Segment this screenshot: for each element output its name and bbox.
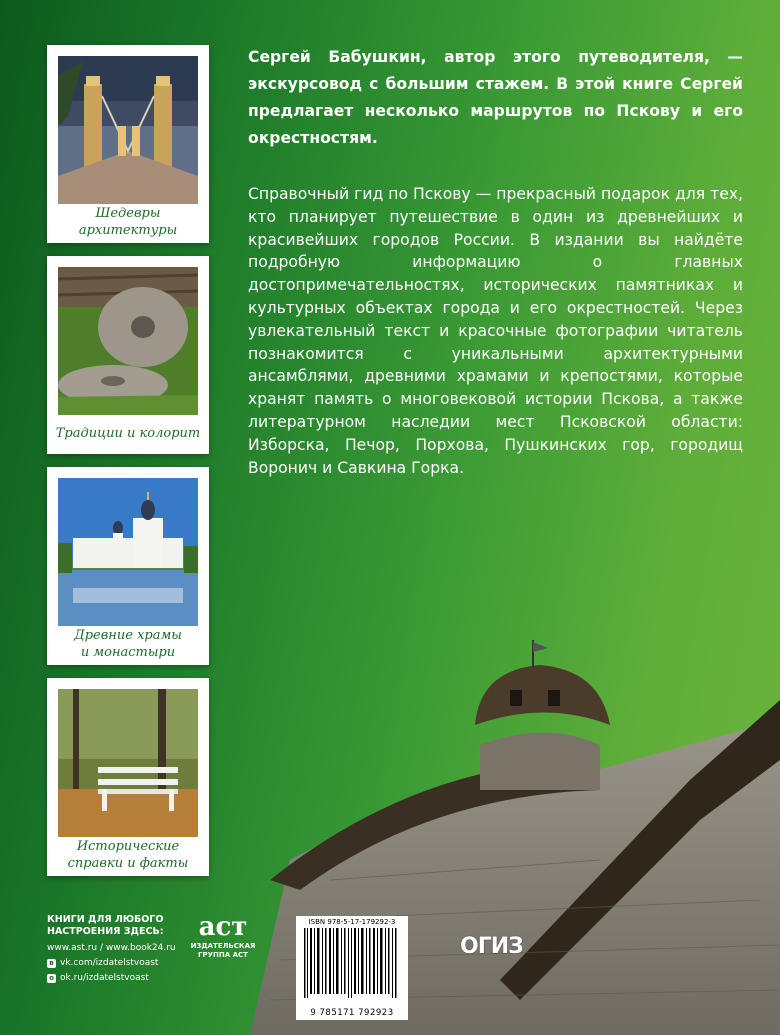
- isbn-label: ISBN 978-5-17-179292-3: [308, 918, 396, 926]
- card-caption: Древние храмы и монастыри: [74, 628, 182, 660]
- card-caption: Шедевры архитектуры: [78, 206, 178, 238]
- monastery-photo: [58, 478, 198, 626]
- park-bench-photo: [58, 689, 198, 837]
- ok-link[interactable]: ok.ru/izdatelstvoast: [60, 973, 149, 983]
- ogiz-imprint-logo: ОГИЗ: [460, 934, 523, 959]
- ast-publisher-logo: [190, 912, 256, 960]
- photo-card-temples: [47, 467, 209, 665]
- photo-card-history: [47, 678, 209, 876]
- footer-links: [47, 914, 177, 985]
- publisher-name: ИЗДАТЕЛЬСКАЯ ГРУППА АСТ: [190, 942, 256, 959]
- photo-card-traditions: [47, 256, 209, 454]
- vk-link[interactable]: vk.com/izdatelstvoast: [60, 958, 159, 968]
- bridge-photo: [58, 56, 198, 204]
- footer-heading: КНИГИ ДЛЯ ЛЮБОГО НАСТРОЕНИЯ ЗДЕСЬ:: [47, 914, 164, 937]
- ok-icon: о: [47, 974, 56, 983]
- author-intro: Сергей Бабушкин, автор этого путеводителя, — экскурсовод с большим стажем. В этой книге Сергей предлагает несколько маршрутов по Пскову и его окрестностям.: [248, 48, 743, 147]
- card-caption: Исторические справки и факты: [67, 839, 189, 871]
- photo-card-architecture: [47, 45, 209, 243]
- website-link[interactable]: www.ast.ru / www.book24.ru: [47, 943, 176, 953]
- barcode-icon: [302, 928, 402, 998]
- barcode-number: 9 785171 792923: [310, 1008, 394, 1018]
- card-caption: Традиции и колорит: [55, 425, 201, 441]
- millstone-photo: [58, 267, 198, 415]
- book-description: Справочный гид по Пскову — прекрасный подарок для тех, кто планирует путешествие в один из древнейших и красивейших городов России. В издании вы найдёте подробную информацию о главных достопримечательностях, исторических памятниках и культурных объектах города и его окрестностей. Через увлекательный текст и красочные фотографии читатель познакомится с уникальными архитектурными ансамблями, древними храмами и крепостями, которые хранят память о многовековой истории Пскова, а также литературном наследии мест Псковской области: Изборска, Печор, Порхова, Пушкинских гор, городищ Воронич и Савкина Горка.: [248, 185, 743, 477]
- isbn-barcode: [296, 916, 408, 1020]
- vk-icon: в: [47, 959, 56, 968]
- ast-logo-text: аст: [198, 912, 248, 942]
